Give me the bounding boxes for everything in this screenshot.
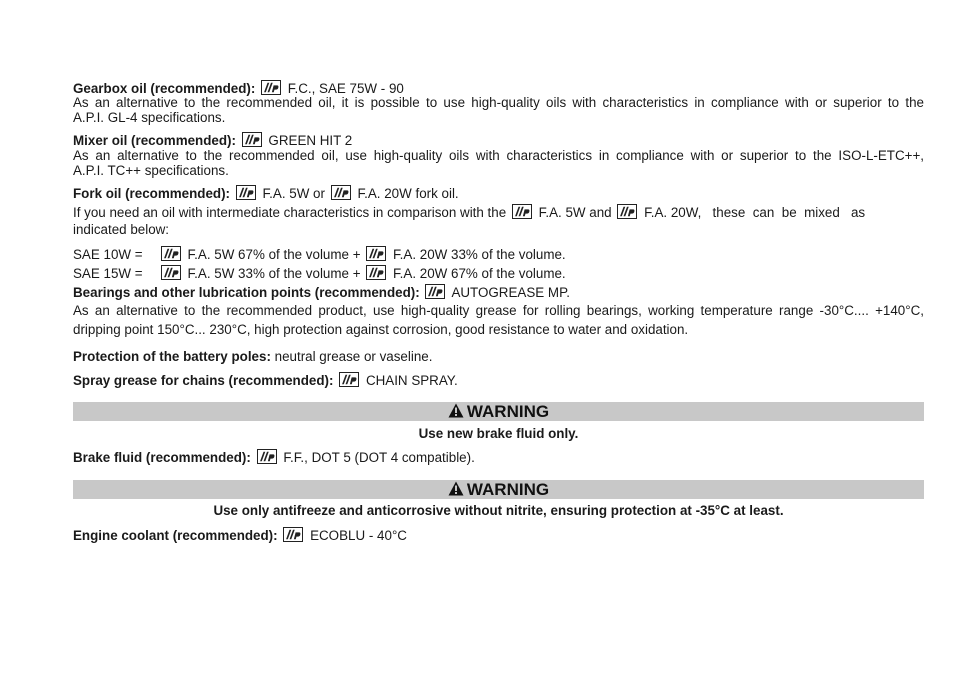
bearings-product: AUTOGREASE MP.	[451, 285, 571, 300]
mix-part-b: F.A. 20W 33% of the volume.	[392, 247, 566, 262]
mixer-oil-label: Mixer oil (recommended):	[73, 133, 236, 148]
battery-line	[73, 349, 432, 365]
mix-row	[73, 265, 566, 282]
ip-brand-logo-icon	[339, 372, 359, 387]
warning-title: WARNING	[466, 402, 550, 421]
ip-brand-logo-icon	[425, 284, 445, 299]
fork-oil-line	[73, 185, 459, 202]
mix-part-a: F.A. 5W 33% of the volume +	[187, 266, 361, 281]
brake-fluid-product: F.F., DOT 5 (DOT 4 compatible).	[283, 450, 475, 465]
battery-label: Protection of the battery poles:	[73, 349, 271, 364]
ip-brand-logo-icon	[261, 80, 281, 95]
chain-product: CHAIN SPRAY.	[365, 373, 458, 388]
ip-brand-logo-icon	[617, 204, 637, 219]
mixer-oil-product: GREEN HIT 2	[268, 133, 353, 148]
ip-brand-logo-icon	[242, 132, 262, 147]
fork-oil-product-a: F.A. 5W or	[262, 186, 325, 201]
ip-brand-logo-icon	[366, 246, 386, 261]
mixer-alt-line2: A.P.I. TC++ specifications.	[73, 163, 229, 178]
gearbox-oil-label: Gearbox oil (recommended):	[73, 81, 256, 96]
ip-brand-logo-icon	[366, 265, 386, 280]
mix-row	[73, 246, 566, 263]
warning-text: Use only antifreeze and anticorrosive without nitrite, ensuring protection at -35°C at least.	[213, 503, 784, 518]
bearings-alt-line2: dripping point 150°C... 230°C, high protection against corrosion, good resistance to water and oxidation.	[73, 322, 689, 337]
coolant-product: ECOBLU - 40°C	[310, 528, 407, 543]
mix-part-b: F.A. 20W 67% of the volume.	[392, 266, 566, 281]
bearings-line	[73, 284, 570, 301]
coolant-label: Engine coolant (recommended):	[73, 528, 278, 543]
warning-text: Use new brake fluid only.	[418, 426, 579, 441]
fork-oil-label: Fork oil (recommended):	[73, 186, 230, 201]
warning-title: WARNING	[466, 480, 550, 499]
brake-fluid-line	[73, 449, 475, 466]
mix-grade: SAE 15W =	[73, 266, 143, 281]
warning-triangle-icon	[448, 403, 464, 418]
fork-intermediate-pre: If you need an oil with intermediate characteristics in comparison with the	[73, 205, 507, 220]
battery-value: neutral grease or vaseline.	[274, 349, 433, 364]
ip-brand-logo-icon	[331, 185, 351, 200]
bearings-label: Bearings and other lubrication points (recommended):	[73, 285, 420, 300]
fork-intermediate-line2: indicated below:	[73, 222, 170, 237]
chain-label: Spray grease for chains (recommended):	[73, 373, 334, 388]
warning-triangle-icon	[448, 481, 464, 496]
ip-brand-logo-icon	[512, 204, 532, 219]
mix-part-a: F.A. 5W 67% of the volume +	[187, 247, 361, 262]
warning-banner	[73, 480, 924, 499]
mixer-oil-line	[73, 132, 352, 149]
ip-brand-logo-icon	[283, 527, 303, 542]
gearbox-oil-product: F.C., SAE 75W - 90	[287, 81, 404, 96]
fork-oil-product-b: F.A. 20W fork oil.	[357, 186, 459, 201]
warning-banner	[73, 402, 924, 421]
ip-brand-logo-icon	[161, 265, 181, 280]
mixer-alt-line1: As an alternative to the recommended oil, use high-quality oils with characteristics in compliance with or superior to the ISO-L-ETC++,	[73, 148, 924, 163]
ip-brand-logo-icon	[161, 246, 181, 261]
fork-intermediate-mid: F.A. 5W and	[538, 205, 612, 220]
gearbox-alt-line1: As an alternative to the recommended oil, it is possible to use high-quality oils with characteristics in compliance with or superior to the	[73, 95, 924, 110]
mix-grade: SAE 10W =	[73, 247, 143, 262]
brake-fluid-label: Brake fluid (recommended):	[73, 450, 251, 465]
ip-brand-logo-icon	[236, 185, 256, 200]
fork-intermediate-post: F.A. 20W, these can be mixed as	[644, 205, 866, 220]
chain-line	[73, 372, 458, 389]
bearings-alt-line1: As an alternative to the recommended product, use high-quality grease for rolling bearings, working temperature range -30°C.... +140°C,	[73, 303, 924, 318]
ip-brand-logo-icon	[257, 449, 277, 464]
fork-intermediate-line1	[73, 204, 924, 221]
gearbox-alt-line2: A.P.I. GL-4 specifications.	[73, 110, 226, 125]
coolant-line	[73, 527, 407, 544]
